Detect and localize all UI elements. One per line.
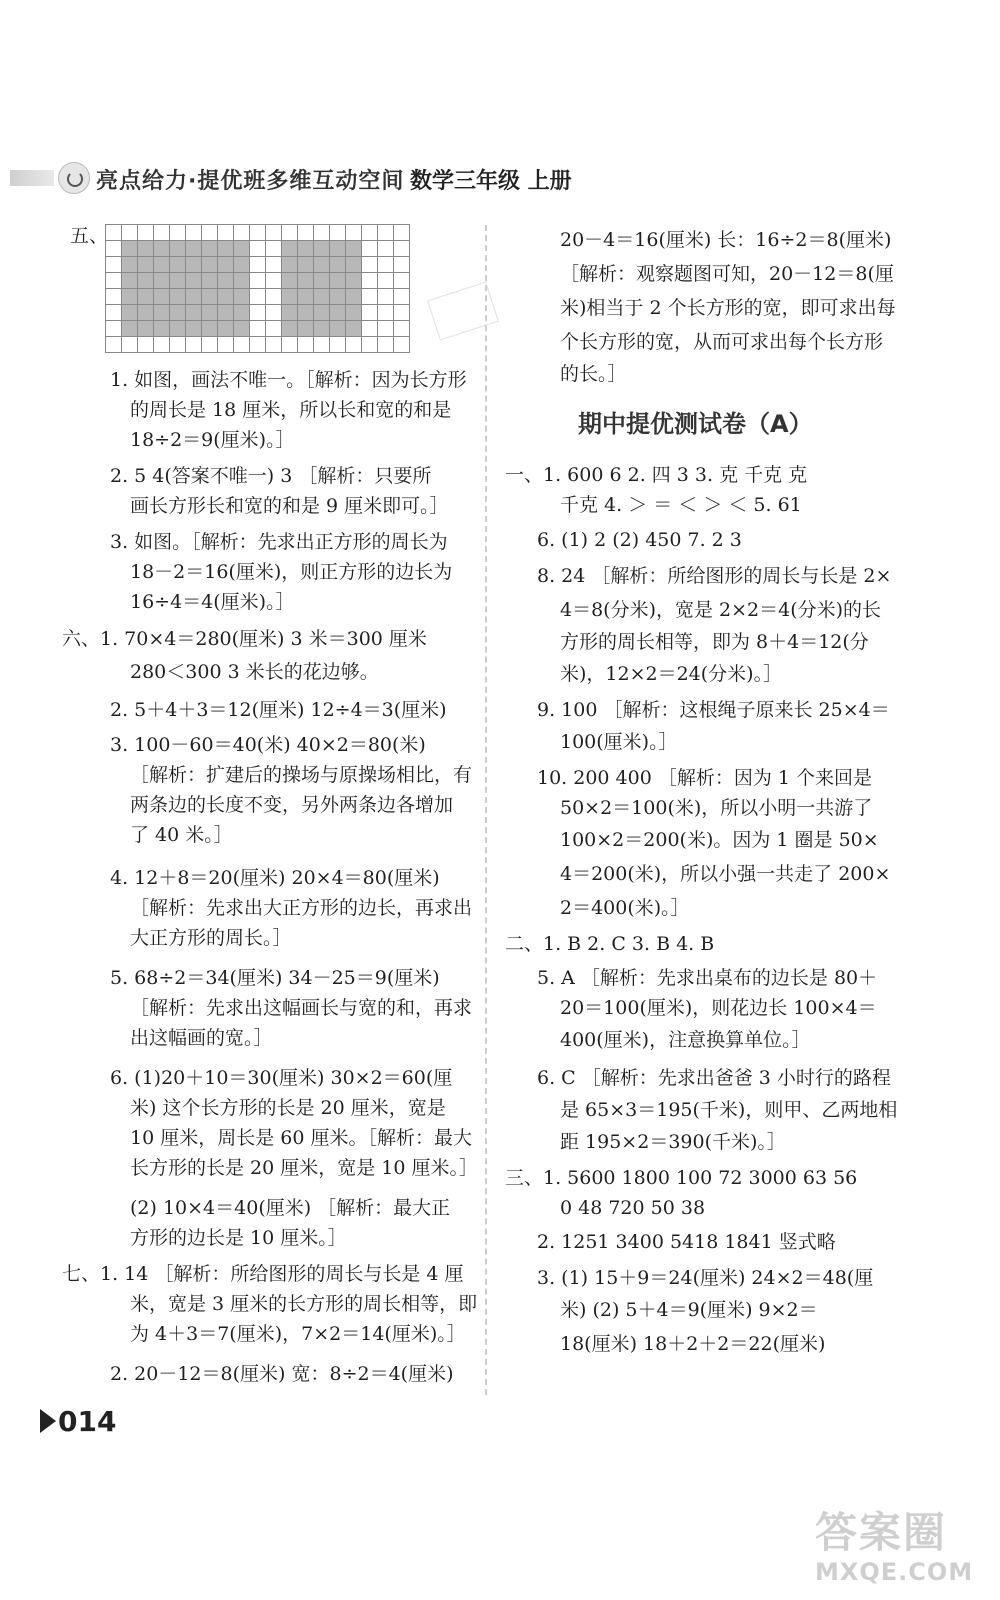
grid-cell [394,273,410,289]
answer-line: 8. 24 ［解析：所给图形的周长与长是 2× [537,565,892,587]
grid-cell [314,337,330,353]
grid-cell [250,257,266,273]
grid-cell [170,337,186,353]
grid-cell [362,337,378,353]
answer-line: 16÷4＝4(厘米)。］ [130,591,295,613]
answer-line: 两条边的长度不变，另外两条边各增加 [130,794,454,816]
answer-line: 一、1. 600 6 2. 四 3 3. 克 千克 克 [505,464,808,486]
grid-cell [186,241,202,257]
grid-cell [266,225,282,241]
grid-cell [122,321,138,337]
grid-cell [394,257,410,273]
grid-cell [250,225,266,241]
grid-cell [250,337,266,353]
grid-cell [202,289,218,305]
answer-line: 大正方形的周长。］ [130,927,292,949]
grid-cell [394,321,410,337]
answer-line: 18－2＝16(厘米)，则正方形的边长为 [130,561,453,583]
grid-cell [170,321,186,337]
answer-line: 3. (1) 15＋9＝24(厘米) 24×2＝48(厘 [537,1267,874,1289]
grid-cell [282,321,298,337]
grid-cell [154,241,170,257]
page-number [40,1405,116,1438]
grid-cell [266,273,282,289]
brand-logo-icon [58,162,90,194]
grid-cell [218,305,234,321]
grid-cell [362,289,378,305]
grid-cell [346,273,362,289]
grid-cell [218,289,234,305]
answer-line: 方形的边长是 10 厘米。］ [130,1227,347,1249]
grid-cell [218,225,234,241]
grid-cell [234,337,250,353]
grid-cell [330,257,346,273]
grid-cell [106,289,122,305]
grid-cell [314,289,330,305]
grid-cell [362,305,378,321]
grid-cell [106,257,122,273]
grid-cell [170,225,186,241]
grid-cell [106,305,122,321]
column-divider [485,225,487,1395]
brand-title: 亮点给力·提优班多维互动空间 [96,169,405,194]
answer-line: 50×2＝100(米)，所以小明一共游了 [560,797,873,819]
grid-cell [314,225,330,241]
answer-line: 米)相当于 2 个长方形的宽，即可求出每 [560,297,896,319]
answer-line: 距 195×2＝390(千米)。］ [560,1131,786,1153]
grid-cell [202,337,218,353]
grid-cell [378,241,394,257]
grid-cell [330,241,346,257]
grid-cell [170,289,186,305]
answer-line: 6. C ［解析：先求出爸爸 3 小时行的路程 [537,1067,891,1089]
grid-cell [170,273,186,289]
answer-line: 0 48 720 50 38 [560,1197,706,1219]
grid-cell [122,241,138,257]
grid-cell [314,241,330,257]
answer-line: ［解析：扩建后的操场与原操场相比，有 [130,764,473,786]
grid-cell [122,257,138,273]
grid-cell [234,257,250,273]
grid-cell [346,305,362,321]
answer-line: ［解析：观察题图可知，20－12＝8(厘 [560,263,894,285]
answer-line: 9. 100 ［解析：这根绳子原来长 25×4＝ [537,699,890,721]
grid-cell [234,321,250,337]
answer-line: 100(厘米)。］ [560,731,678,753]
grid-cell [122,273,138,289]
square-grid [105,224,410,353]
grid-cell [250,273,266,289]
answer-line: 4＝8(分米)，宽是 2×2＝4(分米)的长 [560,599,882,621]
answer-line: 五、 [70,225,109,247]
grid-cell [122,337,138,353]
grid-cell [314,257,330,273]
grid-cell [106,337,122,353]
grid-cell [298,257,314,273]
grid-cell [138,305,154,321]
grid-cell [186,225,202,241]
subject-title: 数学三年级 上册 [410,169,572,194]
answer-line: 2＝400(米)。］ [560,897,690,919]
grid-cell [218,241,234,257]
header-bar [10,170,54,186]
grid-cell [266,305,282,321]
grid-cell [362,225,378,241]
grid-cell [378,225,394,241]
grid-cell [362,257,378,273]
answer-line: 米)，12×2＝24(分米)。］ [560,663,783,685]
grid-cell [298,305,314,321]
grid-cell [218,273,234,289]
grid-cell [362,241,378,257]
answer-line: 七、1. 14 ［解析：所给图形的周长与长是 4 厘 [62,1263,464,1285]
grid-cell [362,321,378,337]
grid-cell [202,305,218,321]
grid-cell [106,225,122,241]
answer-line: 6. (1)20＋10＝30(厘米) 30×2＝60(厘 [110,1067,453,1089]
answer-line: 是 65×3＝195(千米)，则甲、乙两地相 [560,1099,898,1121]
grid-cell [250,305,266,321]
grid-cell [394,305,410,321]
answer-line: 方形的周长相等，即为 8＋4＝12(分 [560,631,869,653]
grid-cell [282,241,298,257]
grid-cell [282,337,298,353]
answer-line: ［解析：先求出大正方形的边长，再求出 [130,897,473,919]
grid-cell [106,273,122,289]
grid-cell [202,241,218,257]
grid-cell [234,289,250,305]
faint-stamp [427,281,499,340]
page-number-text: 014 [58,1405,117,1438]
answer-line: 个长方形的宽，从而可求出每个长方形 [560,331,884,353]
grid-cell [330,273,346,289]
grid-cell [154,257,170,273]
answer-line: 米) (2) 5＋4＝9(厘米) 9×2＝ [560,1299,818,1321]
grid-cell [266,321,282,337]
answer-line: 2. 5 4(答案不唯一) 3 ［解析：只要所 [110,465,432,487]
answer-line: 3. 如图。［解析：先求出正方形的周长为 [110,531,448,553]
grid-cell [138,273,154,289]
grid-cell [154,273,170,289]
grid-cell [138,289,154,305]
grid-cell [298,289,314,305]
grid-cell [186,289,202,305]
answer-line: 长方形的长是 20 厘米，宽是 10 厘米。］ [130,1157,479,1179]
grid-cell [170,257,186,273]
answer-line: 三、1. 5600 1800 100 72 3000 63 56 [505,1167,858,1189]
watermark [800,1500,985,1595]
grid-cell [378,289,394,305]
grid-cell [218,321,234,337]
answer-line: 20－4＝16(厘米) 长：16÷2＝8(厘米) [560,229,892,251]
grid-cell [138,257,154,273]
grid-cell [138,241,154,257]
answer-line: 为 4＋3＝7(厘米)，7×2＝14(厘米)。］ [130,1323,466,1345]
grid-cell [330,337,346,353]
grid-cell [154,289,170,305]
grid-cell [122,305,138,321]
grid-cell [218,257,234,273]
grid-cell [394,289,410,305]
answer-line: 4＝200(米)，所以小强一共走了 200× [560,863,891,885]
grid-cell [234,225,250,241]
grid-cell [330,225,346,241]
answer-line: 18(厘米) 18＋2＋2＝22(厘米) [560,1333,826,1355]
grid-cell [186,337,202,353]
grid-cell [202,321,218,337]
grid-cell [298,241,314,257]
grid-cell [298,273,314,289]
answer-line: 18÷2＝9(厘米)。］ [130,429,295,451]
watermark-line1: 答案圈 [815,1508,948,1557]
grid-cell [138,321,154,337]
grid-cell [186,321,202,337]
grid-cell [298,225,314,241]
grid-cell [170,241,186,257]
grid-cell [314,321,330,337]
grid-cell [282,273,298,289]
answer-line: 米) 这个长方形的长是 20 厘米，宽是 [130,1097,446,1119]
grid-cell [250,241,266,257]
grid-cell [282,289,298,305]
grid-cell [122,289,138,305]
answer-line: 的周长是 18 厘米，所以长和宽的和是 [130,399,452,421]
answer-line: 100×2＝200(米)。因为 1 圈是 50× [560,829,879,851]
answer-line: 2. 20－12＝8(厘米) 宽：8÷2＝4(厘米) [110,1363,454,1385]
grid-cell [362,273,378,289]
grid-cell [378,337,394,353]
grid-cell [298,337,314,353]
grid-cell [346,257,362,273]
grid-cell [250,321,266,337]
play-triangle-icon [40,1409,56,1433]
grid-cell [154,337,170,353]
answer-line: 3. 100－60＝40(米) 40×2＝80(米) [110,734,426,756]
grid-cell [298,321,314,337]
grid-cell [202,225,218,241]
grid-cell [138,225,154,241]
grid-cell [218,337,234,353]
grid-cell [282,305,298,321]
grid-cell [154,321,170,337]
grid-cell [266,257,282,273]
grid-cell [378,321,394,337]
answer-line: 出这幅画的宽。］ [130,1027,273,1049]
grid-cell [346,241,362,257]
grid-cell [106,321,122,337]
grid-cell [378,257,394,273]
answer-line: 20＝100(厘米)，则花边长 100×4＝ [560,997,877,1019]
answer-line: 280＜300 3 米长的花边够。 [130,661,379,683]
grid-cell [394,241,410,257]
answer-line: 二、1. B 2. C 3. B 4. B [505,933,715,955]
grid-cell [154,225,170,241]
grid-cell [122,225,138,241]
watermark-line2: MXQE.COM [815,1558,974,1586]
answer-line: 2. 1251 3400 5418 1841 竖式略 [537,1231,836,1253]
grid-cell [282,257,298,273]
grid-cell [314,273,330,289]
grid-cell [394,337,410,353]
grid-cell [330,289,346,305]
answer-line: 10 厘米，周长是 60 厘米。［解析：最大 [130,1127,472,1149]
answer-line: 6. (1) 2 (2) 450 7. 2 3 [537,529,742,551]
answer-grid-figure [105,224,410,353]
grid-cell [186,273,202,289]
section-title: 期中提优测试卷（A） [578,410,813,438]
answer-line: 2. 5＋4＋3＝12(厘米) 12÷4＝3(厘米) [110,699,447,721]
grid-cell [266,337,282,353]
grid-cell [170,305,186,321]
grid-cell [346,289,362,305]
grid-cell [266,289,282,305]
grid-cell [346,225,362,241]
answer-line: 千克 4. ＞ ＝ ＜ ＞ ＜ 5. 61 [560,494,802,516]
grid-cell [138,337,154,353]
grid-cell [378,273,394,289]
answer-line: 5. 68÷2＝34(厘米) 34－25＝9(厘米) [110,967,440,989]
grid-cell [282,225,298,241]
grid-cell [202,257,218,273]
answer-line: 1. 如图，画法不唯一。［解析：因为长方形 [110,369,467,391]
answer-line: 400(厘米)，注意换算单位。］ [560,1029,811,1051]
grid-cell [266,241,282,257]
grid-cell [186,305,202,321]
grid-cell [202,273,218,289]
answer-line: 的长。］ [560,363,627,385]
answer-line: 了 40 米。］ [130,824,233,846]
grid-cell [186,257,202,273]
answer-line: 5. A ［解析：先求出桌布的边长是 80＋ [537,967,878,989]
grid-cell [234,273,250,289]
page-header [10,160,610,196]
grid-cell [106,241,122,257]
grid-cell [314,305,330,321]
answer-line: 4. 12＋8＝20(厘米) 20×4＝80(厘米) [110,867,440,889]
grid-cell [346,321,362,337]
grid-cell [250,289,266,305]
answer-line: 10. 200 400 ［解析：因为 1 个来回是 [537,767,873,789]
grid-cell [378,305,394,321]
grid-cell [234,241,250,257]
grid-cell [394,225,410,241]
grid-cell [330,305,346,321]
grid-cell [154,305,170,321]
answer-line: ［解析：先求出这幅画长与宽的和，再求 [130,997,473,1019]
answer-line: (2) 10×4＝40(厘米) ［解析：最大正 [130,1197,451,1219]
grid-cell [346,337,362,353]
grid-cell [234,305,250,321]
grid-cell [330,321,346,337]
answer-line: 六、1. 70×4＝280(厘米) 3 米＝300 厘米 [62,628,427,650]
answer-line: 米，宽是 3 厘米的长方形的周长相等，即 [130,1293,478,1315]
answer-line: 画长方形长和宽的和是 9 厘米即可。］ [130,495,449,517]
